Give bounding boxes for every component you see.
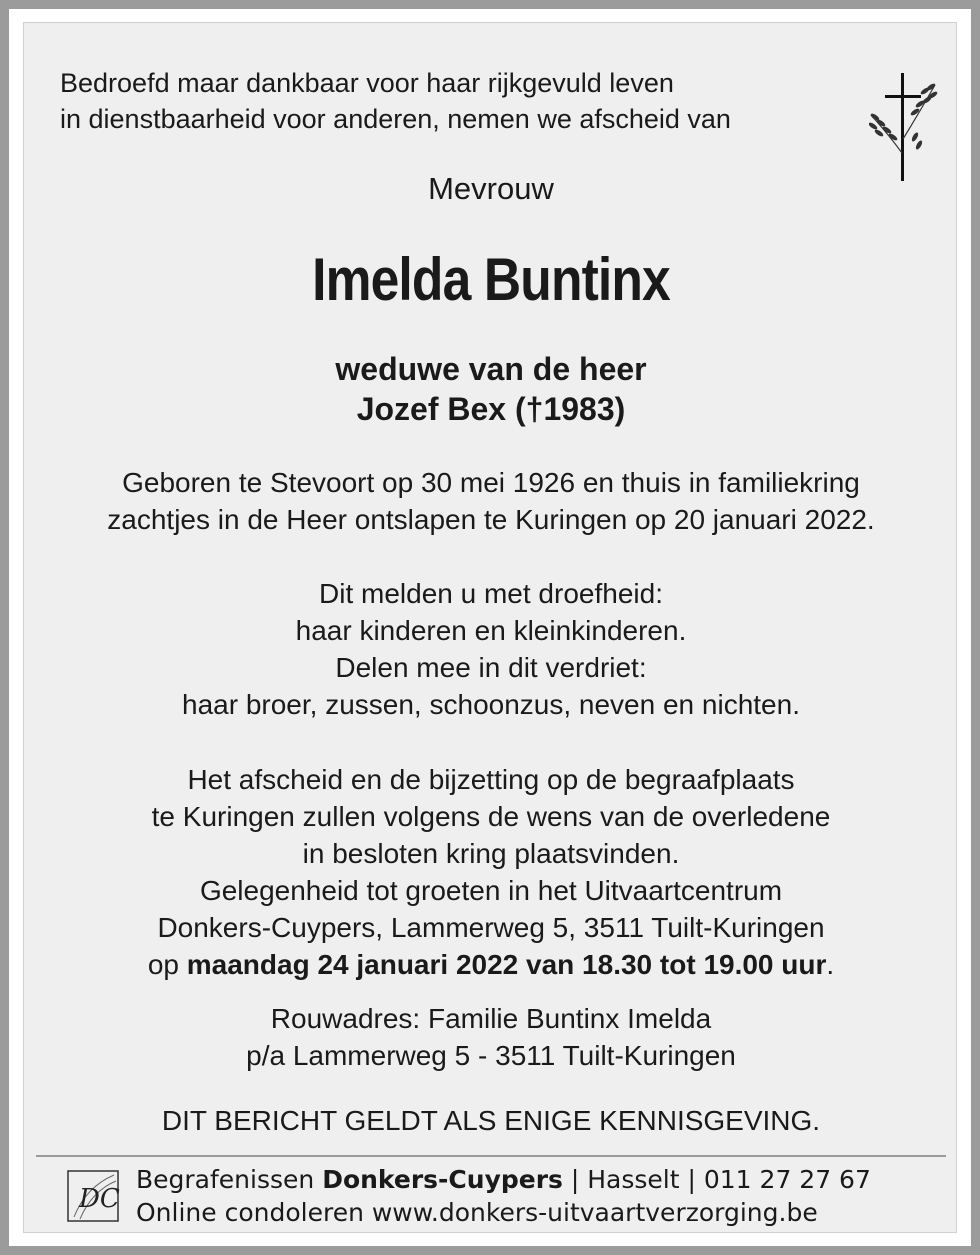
intro-text <box>60 65 860 137</box>
obituary-card <box>23 22 957 1233</box>
intro-line-2: in dienstbaarheid voor anderen, nemen we afscheid van <box>60 104 731 134</box>
mourning-address <box>24 1000 958 1074</box>
ceremony-info <box>24 761 958 983</box>
intro-line-1: Bedroefd maar dankbaar voor haar rijkgevuld leven <box>60 68 674 98</box>
deceased-name: Imelda Buntinx <box>312 246 670 313</box>
logo-lettering: DC <box>79 1184 120 1214</box>
announcers-line-2: haar kinderen en kleinkinderen. <box>295 615 687 646</box>
funeral-home-info <box>136 1163 871 1229</box>
address-line-2: p/a Lammerweg 5 - 3511 Tuilt-Kuringen <box>246 1040 736 1071</box>
footer-contact: | Hasselt | 011 27 27 67 <box>562 1165 871 1194</box>
cross-with-wheat-icon <box>869 73 949 183</box>
ceremony-date-suffix: . <box>826 949 835 980</box>
birth-death-info <box>24 464 958 538</box>
footer-line-1 <box>136 1163 871 1196</box>
footer-prefix: Begrafenissen <box>136 1165 323 1194</box>
honorific: Mevrouw <box>428 171 554 206</box>
footer-website[interactable]: Online condoleren www.donkers-uitvaartverzorging.be <box>136 1198 818 1227</box>
ceremony-line-3: in besloten kring plaatsvinden. <box>302 838 680 869</box>
ceremony-date: maandag 24 januari 2022 van 18.30 tot 19.00 uur <box>186 949 827 980</box>
funeral-home-logo-icon <box>66 1167 122 1225</box>
ceremony-line-1: Het afscheid en de bijzetting op de begraafplaats <box>187 764 795 795</box>
footer-company: Donkers-Cuypers <box>322 1165 563 1194</box>
birth-line-2: zachtjes in de Heer ontslapen te Kuringen op 20 januari 2022. <box>107 504 875 535</box>
announcers-line-4: haar broer, zussen, schoonzus, neven en nichten. <box>182 689 800 720</box>
ceremony-line-4: Gelegenheid tot groeten in het Uitvaartcentrum <box>199 875 783 906</box>
notice-text: DIT BERICHT GELDT ALS ENIGE KENNISGEVING. <box>161 1105 821 1136</box>
address-line-1: Rouwadres: Familie Buntinx Imelda <box>270 1003 712 1034</box>
ceremony-line-5: Donkers-Cuypers, Lammerweg 5, 3511 Tuilt-Kuringen <box>157 912 825 943</box>
announcers <box>24 575 958 723</box>
announcers-line-3: Delen mee in dit verdriet: <box>335 652 647 683</box>
ceremony-line-2: te Kuringen zullen volgens de wens van de overledene <box>151 801 831 832</box>
spouse-info <box>24 349 958 429</box>
ceremony-line-6 <box>24 946 958 983</box>
outer-frame <box>9 9 971 1246</box>
ceremony-date-prefix: op <box>147 949 187 980</box>
widow-line-2: Jozef Bex (†1983) <box>356 391 626 427</box>
footer-divider <box>36 1155 946 1157</box>
announcers-line-1: Dit melden u met droefheid: <box>319 578 663 609</box>
birth-line-1: Geboren te Stevoort op 30 mei 1926 en thuis in familiekring <box>122 467 860 498</box>
widow-line-1: weduwe van de heer <box>335 351 647 387</box>
